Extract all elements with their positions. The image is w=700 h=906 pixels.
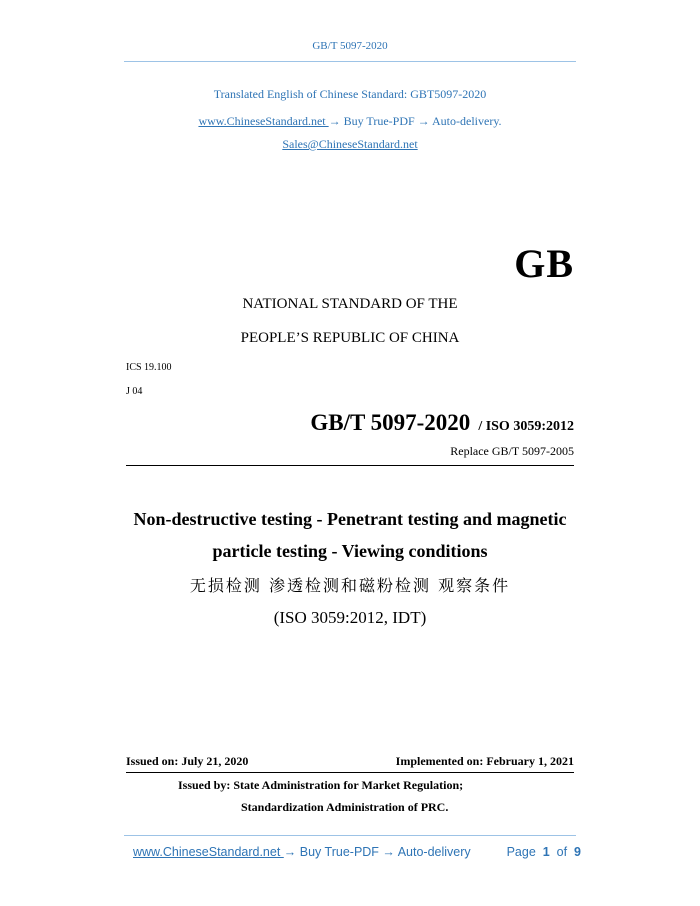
document-title-chinese: 无损检测 渗透检测和磁粉检测 观察条件 <box>189 576 511 595</box>
implemented-date: Implemented on: February 1, 2021 <box>395 754 574 768</box>
iso-equivalent-number: / ISO 3059:2012 <box>478 419 574 434</box>
page-indicator <box>507 845 581 859</box>
standard-number-main: GB/T 5097-2020 <box>310 410 471 435</box>
iso-identity: (ISO 3059:2012, IDT) <box>273 608 427 627</box>
footer-divider <box>124 835 576 836</box>
translation-notice: Translated English of Chinese Standard: GBT5097-2020 <box>213 87 487 101</box>
cover-divider <box>126 465 574 466</box>
header-divider <box>124 61 576 62</box>
sales-email-link[interactable]: Sales@ChineseStandard.net <box>282 137 418 151</box>
arrow-right-icon: → <box>382 845 395 859</box>
ccs-code: J 04 <box>126 386 143 397</box>
arrow-right-icon: → <box>328 114 341 128</box>
auto-delivery-text: Auto-delivery. <box>429 114 502 128</box>
issue-divider <box>126 772 574 773</box>
footer-links <box>133 845 471 859</box>
national-standard-line1: NATIONAL STANDARD OF THE <box>242 296 458 312</box>
document-title-line1: Non-destructive testing - Penetrant testing and magnetic <box>133 509 567 529</box>
ics-code: ICS 19.100 <box>126 362 172 373</box>
site-link[interactable]: www.ChineseStandard.net <box>198 114 329 128</box>
page-label: Page <box>506 845 536 859</box>
page-header-title: GB/T 5097-2020 <box>312 40 388 52</box>
footer-site-link[interactable]: www.ChineseStandard.net <box>133 845 284 859</box>
standard-number <box>310 410 574 436</box>
of-label: of <box>556 845 568 859</box>
page-number: 1 <box>542 845 550 859</box>
footer-delivery-text: Auto-delivery <box>394 845 471 859</box>
page-total: 9 <box>574 845 581 859</box>
document-title-line2: particle testing - Viewing conditions <box>212 541 488 561</box>
arrow-right-icon: → <box>283 845 297 859</box>
buy-pdf-text: Buy True-PDF <box>340 114 418 128</box>
arrow-right-icon: → <box>417 114 430 128</box>
national-standard-line2: PEOPLE’S REPUBLIC OF CHINA <box>240 330 460 346</box>
gb-logo: GB <box>514 241 574 286</box>
issuing-authority-line2: Standardization Administration of PRC. <box>241 800 449 814</box>
issuing-authority-line1: Issued by: State Administration for Market Regulation; <box>178 778 464 792</box>
purchase-links-line <box>0 114 700 129</box>
replaced-standard: Replace GB/T 5097-2005 <box>450 444 574 458</box>
footer-buy-text: Buy True-PDF <box>296 845 383 859</box>
issued-date: Issued on: July 21, 2020 <box>126 754 249 768</box>
